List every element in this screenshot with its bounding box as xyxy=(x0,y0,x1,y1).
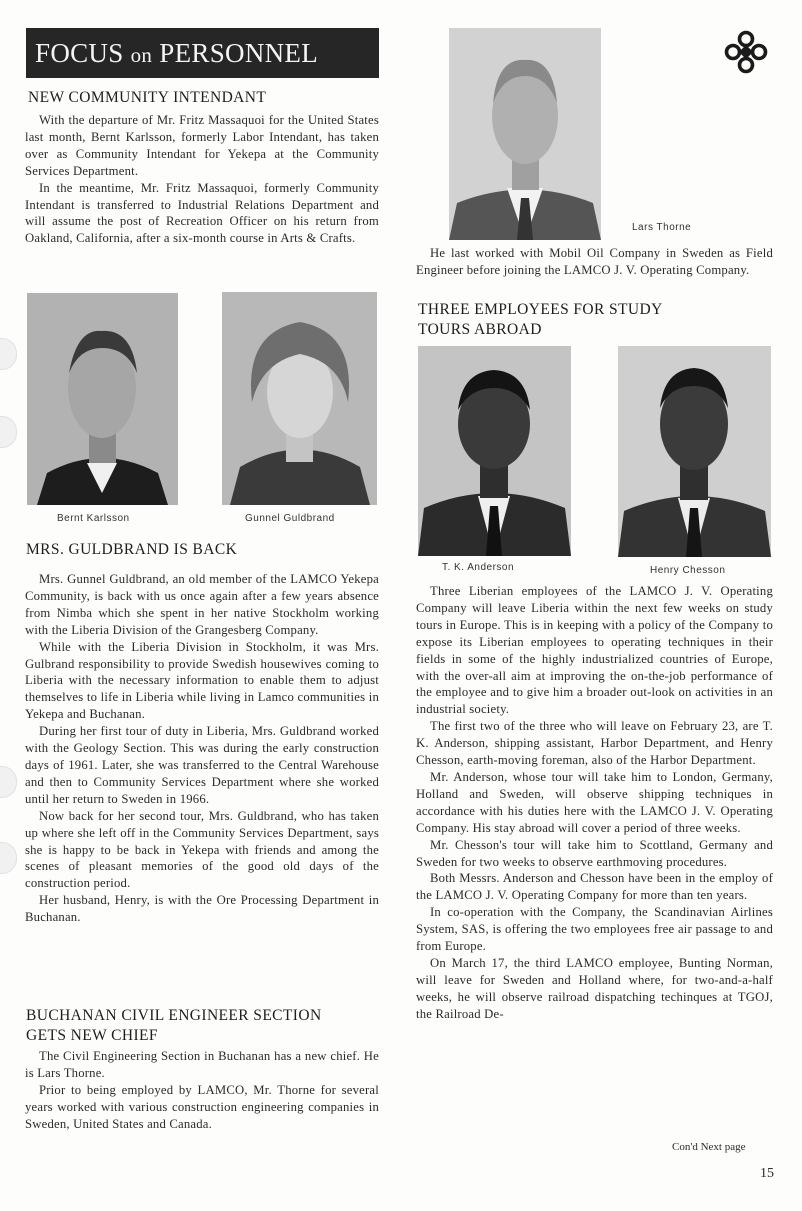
heading-line: BUCHANAN CIVIL ENGINEER SECTION xyxy=(26,1007,322,1024)
paragraph: In co-operation with the Company, the Scandinavian Airlines System, SAS, is offering the two employees free air passage to and from Europe. xyxy=(416,905,773,954)
photo-henry-chesson xyxy=(618,346,771,557)
section-banner xyxy=(26,28,379,78)
article-civil-body xyxy=(25,1048,379,1133)
caption-chesson: Henry Chesson xyxy=(650,565,726,576)
binder-hole xyxy=(0,842,17,874)
paragraph: During her first tour of duty in Liberia, Mrs. Guldbrand worked with the Geology Section. This was during the early construction days of 1961. Later, she was transferred to the Central Warehouse and then to Community Services Department where she worked until her return to Sweden in 1966. xyxy=(25,724,379,806)
paragraph: Now back for her second tour, Mrs. Guldbrand, who has taken up where she left off in the Community Services Department, says she is happy to be back in Yekepa with friends and among the scenes of pleasant memories of the good old days of the construction period. xyxy=(25,808,379,891)
binder-hole xyxy=(0,766,17,798)
heading-line: THREE EMPLOYEES FOR STUDY xyxy=(418,301,663,318)
caption-karlsson: Bernt Karlsson xyxy=(57,513,130,524)
continued-note: Con'd Next page xyxy=(672,1141,746,1153)
paragraph: Mr. Chesson's tour will take him to Scottland, Germany and Sweden for two weeks to observe earthmoving procedures. xyxy=(416,837,773,869)
heading-line: GETS NEW CHIEF xyxy=(26,1027,158,1044)
quatrefoil-ornament-icon xyxy=(724,30,768,74)
paragraph: With the departure of Mr. Fritz Massaquoi for the United States last month, Bernt Karlsson, formerly Labor Intendant, has taken over as Community Intendant for Yekepa at the Community Services Department. xyxy=(25,113,379,178)
photo-gunnel-guldbrand xyxy=(222,292,377,505)
banner-word-personnel: PERSONNEL xyxy=(159,38,318,68)
paragraph: Mr. Anderson, whose tour will take him to London, Germany, Holland and Sweden, will observe shipping techniques in accordance with his duties here with the LAMCO J. V. Operating Company. His stay abroad will cover a period of three weeks. xyxy=(416,769,773,835)
article-civil-continuation xyxy=(416,245,773,279)
paragraph: Her husband, Henry, is with the Ore Processing Department in Buchanan. xyxy=(25,893,379,925)
paragraph: Three Liberian employees of the LAMCO J. V. Operating Company will leave Liberia within the next few weeks on study tours in Europe. This is in keeping with a policy of the Company to expose its Liberian employees to operating techniques in their fields in some of the highly industrialized countries of Europe, with the over-all aim at improving the on-the-job performance of the employee and to give him a broader out-look on activities in an industrial society. xyxy=(416,584,773,717)
heading-civil-engineer-section xyxy=(26,1006,380,1046)
paragraph: While with the Liberia Division in Stockholm, it was Mrs. Gulbrand responsibility to provide Swedish housewives coming to Liberia with the necessary information to enable them to adjust themselves to life in Liberia while living in Lamco communities in Yekepa and Buchanan. xyxy=(25,639,379,722)
heading-mrs-guldbrand-back: MRS. GULDBRAND IS BACK xyxy=(26,541,238,558)
heading-new-community-intendant: NEW COMMUNITY INTENDANT xyxy=(28,89,267,106)
caption-anderson: T. K. Anderson xyxy=(442,562,515,573)
paragraph: Mrs. Gunnel Guldbrand, an old member of the LAMCO Yekepa Community, is back with us once again after a few years absence from Nimba which she spent in her native Stockholm working with the Liberia Division of the Grangesberg Company. xyxy=(25,572,379,637)
banner-word-on: on xyxy=(130,43,153,67)
paragraph: On March 17, the third LAMCO employee, Bunting Norman, will leave for Sweden and Holland where, for two-and-a-half weeks, he will observe railroad dispatching techinques at TGOJ, the Railroad De- xyxy=(416,955,773,1021)
heading-line: TOURS ABROAD xyxy=(418,321,542,338)
caption-thorne: Lars Thorne xyxy=(632,222,692,233)
paragraph: He last worked with Mobil Oil Company in Sweden as Field Engineer before joining the LAMCO J. V. Operating Company. xyxy=(416,246,773,277)
photo-lars-thorne xyxy=(449,28,601,240)
caption-guldbrand: Gunnel Guldbrand xyxy=(245,513,335,524)
heading-three-employees-study-tours xyxy=(418,300,774,340)
photo-tk-anderson xyxy=(418,346,571,556)
paragraph: The first two of the three who will leave on February 23, are T. K. Anderson, shipping assistant, Harbor Department, and Henry Chesson, earth-moving foreman, also of the Harbor Department. xyxy=(416,719,773,768)
paragraph: The Civil Engineering Section in Buchanan has a new chief. He is Lars Thorne. xyxy=(25,1049,379,1080)
article-intendant-body xyxy=(25,112,379,247)
page-number: 15 xyxy=(760,1166,774,1181)
article-study-body xyxy=(416,583,773,1023)
binder-hole xyxy=(0,338,17,370)
paragraph: Prior to being employed by LAMCO, Mr. Thorne for several years worked with various construction engineering companies in Sweden, United States and Canada. xyxy=(25,1082,379,1131)
photo-bernt-karlsson xyxy=(27,293,178,505)
paragraph: In the meantime, Mr. Fritz Massaquoi, formerly Community Intendant is transferred to Industrial Relations Department and will assume the post of Recreation Officer on his return from Oakland, California, after a six-month course in Arts & Crafts. xyxy=(25,180,379,246)
article-guldbrand-body xyxy=(25,571,379,926)
banner-word-focus: FOCUS xyxy=(35,38,124,68)
binder-hole xyxy=(0,416,17,448)
paragraph: Both Messrs. Anderson and Chesson have been in the employ of the LAMCO J. V. Operating Company for more than ten years. xyxy=(416,871,773,903)
